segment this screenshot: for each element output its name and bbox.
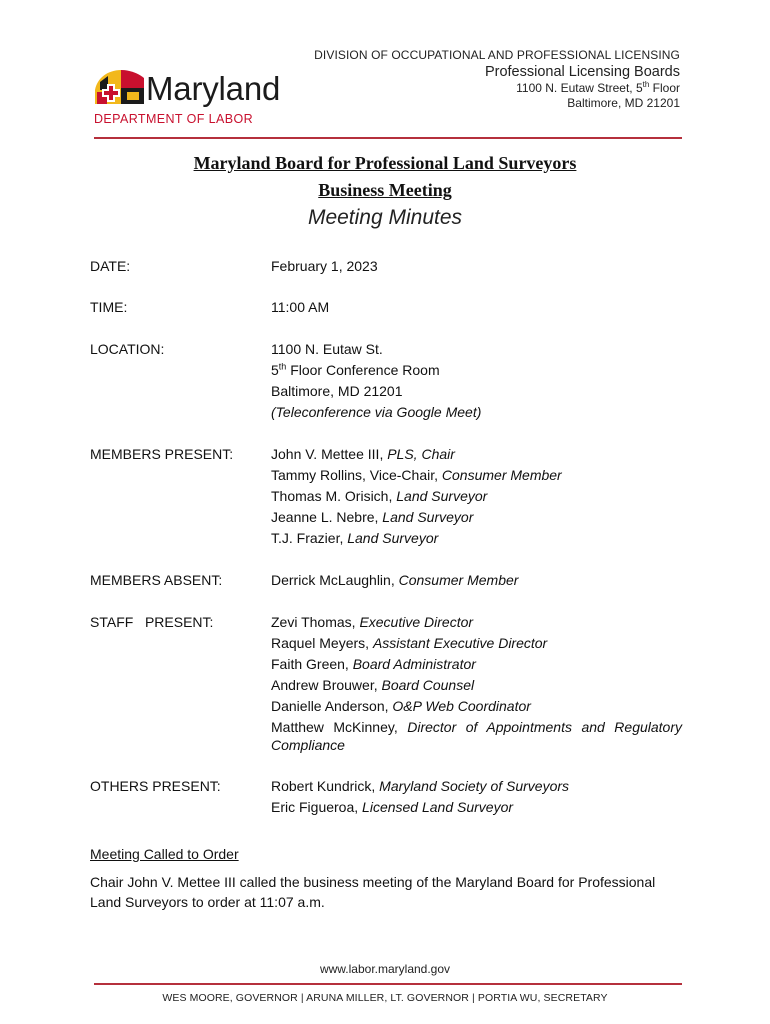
header-divider bbox=[94, 137, 682, 139]
staff-entry: Danielle Anderson, O&P Web Coordinator bbox=[271, 698, 531, 714]
member-entry: Derrick McLaughlin, Consumer Member bbox=[271, 572, 519, 588]
location-note: (Teleconference via Google Meet) bbox=[271, 404, 482, 420]
location-label: LOCATION: bbox=[90, 341, 165, 357]
footer-website-link[interactable]: www.labor.maryland.gov bbox=[319, 962, 451, 976]
location-line: Baltimore, MD 21201 bbox=[271, 383, 403, 399]
staff-entry: Zevi Thomas, Executive Director bbox=[271, 614, 474, 630]
time-value: 11:00 AM bbox=[271, 299, 330, 315]
header-office-info bbox=[314, 48, 680, 110]
members-present-label: MEMBERS PRESENT: bbox=[90, 446, 234, 462]
staff-entry: Faith Green, Board Administrator bbox=[271, 656, 476, 672]
section-body: Chair John V. Mettee III called the business meeting of the Maryland Board for Professional Land Surveyors to order at 11:07 a.m. bbox=[90, 874, 656, 910]
staff-entry: Matthew McKinney, Director of Appointments and Regulatory Compliance bbox=[271, 719, 683, 753]
meeting-title: Business Meeting bbox=[318, 180, 452, 200]
members-absent-label: MEMBERS ABSENT: bbox=[90, 572, 223, 588]
division-name: DIVISION OF OCCUPATIONAL AND PROFESSIONAL LICENSING bbox=[314, 48, 680, 62]
location-line: 1100 N. Eutaw St. bbox=[271, 341, 383, 357]
boards-name: Professional Licensing Boards bbox=[484, 64, 680, 80]
logo-wordmark: Maryland bbox=[146, 70, 281, 107]
staff-entry: Andrew Brouwer, Board Counsel bbox=[271, 677, 475, 693]
office-address-line2: Baltimore, MD 21201 bbox=[567, 96, 680, 110]
location-line: 5th Floor Conference Room bbox=[271, 361, 440, 378]
date-label: DATE: bbox=[90, 258, 131, 274]
staff-entry: Raquel Meyers, Assistant Executive Director bbox=[271, 635, 548, 651]
member-entry: Jeanne L. Nebre, Land Surveyor bbox=[271, 509, 474, 525]
maryland-flag-icon bbox=[94, 68, 148, 106]
section-heading: Meeting Called to Order bbox=[90, 846, 239, 862]
guest-entry: Eric Figueroa, Licensed Land Surveyor bbox=[271, 799, 514, 815]
member-entry: John V. Mettee III, PLS, Chair bbox=[271, 446, 455, 462]
time-label: TIME: bbox=[90, 299, 128, 315]
logo-department: DEPARTMENT OF LABOR bbox=[94, 112, 254, 126]
date-value: February 1, 2023 bbox=[271, 258, 378, 274]
footer-divider bbox=[94, 983, 682, 985]
others-present-label: OTHERS PRESENT: bbox=[90, 778, 221, 794]
staff-present-label: STAFF PRESENT: bbox=[90, 614, 214, 630]
guest-entry: Robert Kundrick, Maryland Society of Surveyors bbox=[271, 778, 570, 794]
maryland-logo bbox=[94, 66, 314, 130]
member-entry: Tammy Rollins, Vice-Chair, Consumer Member bbox=[271, 467, 562, 483]
document-title: Meeting Minutes bbox=[307, 206, 463, 229]
footer-officials: WES MOORE, GOVERNOR | ARUNA MILLER, LT. GOVERNOR | PORTIA WU, SECRETARY bbox=[162, 992, 608, 1004]
member-entry: Thomas M. Orisich, Land Surveyor bbox=[271, 488, 488, 504]
member-entry: T.J. Frazier, Land Surveyor bbox=[271, 530, 439, 546]
office-address-line1: 1100 N. Eutaw Street, 5th Floor bbox=[516, 80, 680, 95]
board-title: Maryland Board for Professional Land Surveyors bbox=[193, 153, 577, 173]
